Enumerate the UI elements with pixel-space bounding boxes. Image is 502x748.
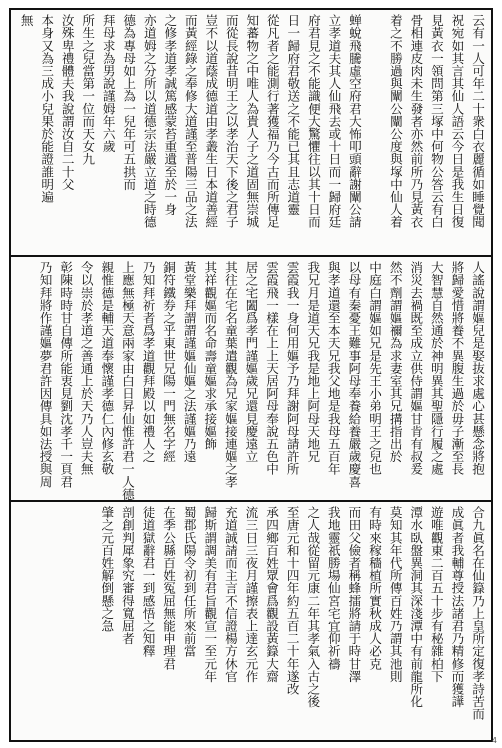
text-column: 上應無極天意兩家由白日昇仙惟許君一人德 xyxy=(119,261,135,500)
text-column: 居之宅闔爲孝門謹嫗歲兄還見慶遠立 xyxy=(243,261,259,463)
text-column: 充道誠請而主言不信證楊方休官 xyxy=(222,506,238,683)
text-column: 祝宛如其言其仙人語云今日是我生日復 xyxy=(449,14,465,229)
text-column: 拜母求為男說謹姆年六歲 xyxy=(100,14,116,153)
text-column: 日一歸府君敬送之不能已其且志道靈 xyxy=(285,14,301,216)
text-column: 云有一人可年二十衆白衣麗循如睡覺聞 xyxy=(470,14,485,229)
text-column xyxy=(364,14,385,255)
text-column: 莫知其年代所傳百姓乃謂其池則 xyxy=(387,506,403,683)
text-column: 着之不勝過與闡公闡公度與塚中仙人着 xyxy=(387,14,403,229)
text-column: 骨相連皮肉未生發者亦然前所乃見黃衣 xyxy=(408,14,424,229)
text-column: 我地靈祇勝場仙宮宅宜仰祈禱 xyxy=(325,506,341,670)
text-column: 至唐元和十四年約五百二十年遂改 xyxy=(284,506,300,695)
text-column: 大智慧自然通於神明異其聖隱行履之處 xyxy=(428,261,444,476)
text-column: 以母有秦憂王難事阿母奉養給養嚴歲慶喜 xyxy=(346,261,362,488)
text-column: 之修孝道孝誠篤感蒙苔重遺至於一身 xyxy=(162,14,178,216)
text-column: 彰陳時時甘自傳所能衷見劉沈孝千一頁君 xyxy=(58,261,74,488)
text-column: 令以崇於孝道之善通上於天乃人豈夫無 xyxy=(78,261,94,476)
text-column: 雲霞飛一樣在上上天居阿母奉說五色中 xyxy=(264,261,280,476)
text-column: 其祥觀嫗而名命壽童嫗求承接嫗飾 xyxy=(202,261,218,450)
text-column: 無 xyxy=(18,14,34,27)
text-column: 流三日三夜月謹擦表上達玄元作 xyxy=(243,506,259,683)
text-column: 將歸愛惜將養不異腹生過於毋子漸至長 xyxy=(449,261,465,476)
text-column: 有時來稼穡植所實秋成人必克 xyxy=(367,506,383,670)
text-column: 親惟德是輔天道奉懷謹孝德仁內修玄敬 xyxy=(99,261,115,476)
text-column: 銅符鐵券之乎東世兄陽一門無名字經 xyxy=(161,261,177,463)
text-column: 中庭白謂嫗如兄是先王小弟明王之兒也 xyxy=(367,261,383,476)
text-column: 府君見之不能識便大驚懼往以其十日而 xyxy=(305,14,321,229)
text-column: 與孝道還至本天兄我父地是我母五百年 xyxy=(325,261,341,476)
text-column: 而田父儉者稱蜂擂將請于時甘澤 xyxy=(346,506,362,683)
text-column: 而從長說昔明王之以孝治天下後之君子 xyxy=(223,14,239,229)
text-column: 潭水臥盤異洞其深淺潭中有前龍所化 xyxy=(408,506,424,708)
text-column: 豈不以道蔭成德道由孝叢生日本道善經 xyxy=(203,14,219,229)
text-column: 蜀郡氏陽令初到任所來前當 xyxy=(181,506,197,658)
text-column: 本身又為三成小兒果於能證誰明遍 xyxy=(39,14,55,203)
text-column: 立孝道夫其人仙飛去或十日而一歸府廷 xyxy=(326,14,342,229)
text-column: 剖創判犀象究審得寬屈者 xyxy=(119,506,135,645)
text-column: 黃堂樂拜謂謂謹嫗仙嫗之法謹嫗乃遠 xyxy=(181,261,197,463)
text-column: 蝉蛻飛騰虛空府君大怖叩頭辭謝闡公請 xyxy=(346,14,362,229)
text-column: 肇之元百姓解倒懸之急 xyxy=(99,506,115,632)
text-column: 所生之兒當第一位而天女九 xyxy=(80,14,96,166)
text-column: 乃知拜祈者爲孝道觀拜殿以如禮人之 xyxy=(140,261,156,463)
text-column: 從凡者之能測行著獲福乃今古而所傳足 xyxy=(264,14,280,229)
text-column: 汝殊卑禮體夫我說謂汝自二十父 xyxy=(59,14,75,191)
text-column: 雲霞我一身何用嫗予乃拜謝阿母請許所 xyxy=(284,261,300,476)
text-column: 然不劑謂嫗禰為求妻室其兄搆指出於 xyxy=(387,261,403,463)
text-column: 徒道獄辭君一到感悟之知釋 xyxy=(140,506,156,658)
text-column: 合九眞名在仙籙乃上皇所定復孝詩苦而 xyxy=(470,506,485,721)
text-column: 知蕃物之中唯人為貴人子之道固無崇城 xyxy=(244,14,260,229)
text-column: 遊唯觀東二百五十步有秘雜柏下 xyxy=(428,506,444,683)
text-column: 成眞者我輔尊授法諸君乃精修而獲譁 xyxy=(449,506,465,708)
text-column: 歸斯謂調美有君旨觀宣一至元年 xyxy=(202,506,218,683)
text-column: 而黃經錄之奉修大道謹至普陽三品之法 xyxy=(182,14,198,229)
text-column: 乃知拜將作謹嫗夢君許因傳具如法授與周 xyxy=(37,261,53,488)
text-column: 之人哉從留元康二年其孝氣入古之後 xyxy=(305,506,321,708)
text-column: 消災去禍既至成立供侍謂嫗甘肯有叔爰 xyxy=(408,261,424,476)
text-panel-upper xyxy=(11,10,491,255)
text-column: 亦道姆之分所以道德宗法嚴立道之時德 xyxy=(141,14,157,229)
text-column: 其往在宅名童葉遣觀為兄家嫗接連嫗之孝 xyxy=(222,261,238,488)
text-column: 我兄月是道天兄我是地上阿母天地兄 xyxy=(305,261,321,463)
text-column: 德為專母如上為一兒年可五拱而 xyxy=(121,14,137,191)
page-number: 4 xyxy=(491,736,497,745)
text-column: 人謠說謂嫗兒是娶抜求處心甚懸念將抱 xyxy=(470,261,485,476)
text-column: 見黃衣一領問第三塚中何物公答云有白 xyxy=(428,14,444,229)
text-panel-middle xyxy=(11,255,491,500)
text-panel-lower xyxy=(11,500,491,740)
text-column: 承四鄉百姓眾會爲觀設黃籙大齋 xyxy=(264,506,280,683)
page-frame xyxy=(9,8,493,742)
text-column: 在季公縣百姓冤屈無能申理君 xyxy=(161,506,177,670)
